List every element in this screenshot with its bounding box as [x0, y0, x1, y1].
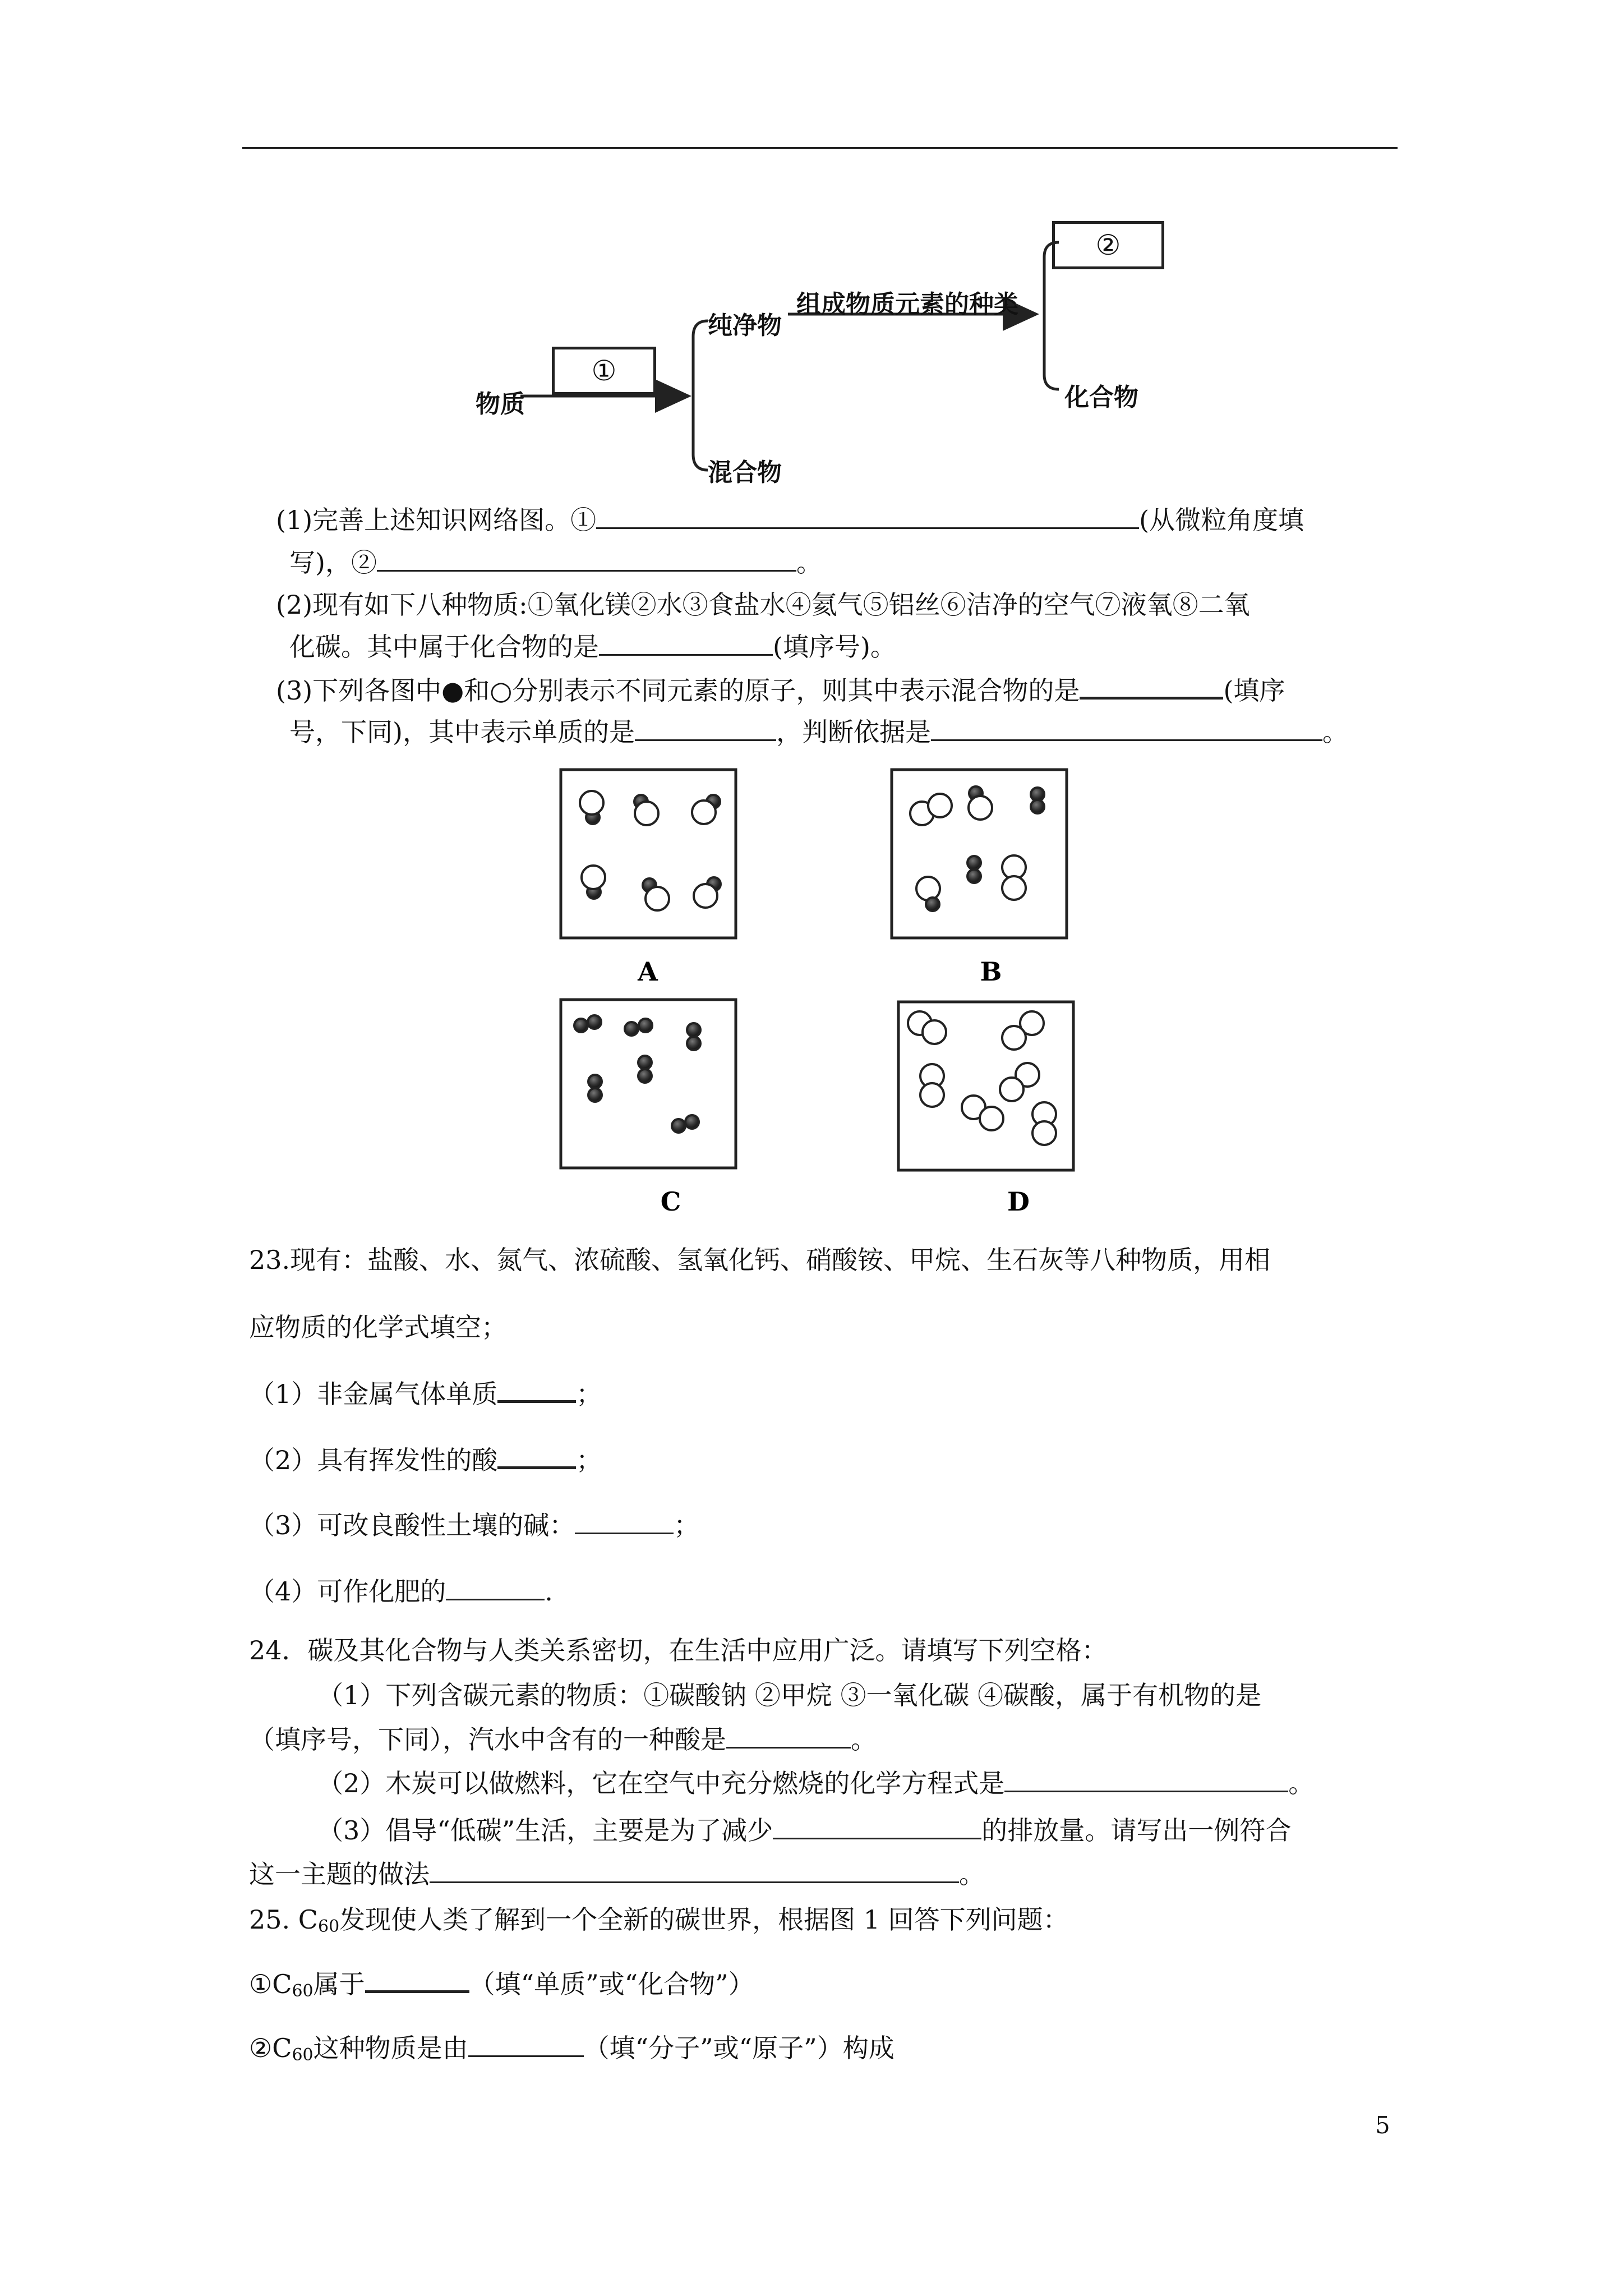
diagram-arrow-label: 组成物质元素的种类 [796, 290, 1018, 319]
q22-part3-line1: (3)下列各图中●和○分别表示不同元素的原子，则其中表示混合物的是 (填序 [276, 672, 1285, 707]
q23-intro-line2: 应物质的化学式填空； [249, 1312, 507, 1342]
q22-part1-line1: (1)完善上述知识网络图。① (从微粒角度填 [276, 503, 1304, 537]
q22-blank-4[interactable] [1080, 672, 1223, 700]
panel-a-particles [580, 791, 721, 910]
q23-item-3: （3）可改良酸性土壤的碱： ； [249, 1508, 699, 1542]
q22-part2-line1: (2)现有如下八种物质:①氧化镁②水③食盐水④氦气⑤铝丝⑥洁净的空气⑦液氧⑧二氧 [276, 590, 1250, 620]
q24-part2: （2）木炭可以做燃料，它在空气中充分燃烧的化学方程式是 。 [317, 1766, 1314, 1800]
q24-part1-line1: （1）下列含碳元素的物质：①碳酸钠 ②甲烷 ③一氧化碳 ④碳酸，属于有机物的是 [317, 1680, 1262, 1710]
q22-blank-1[interactable] [596, 503, 1139, 529]
q22-blank-5[interactable] [635, 715, 776, 741]
bracket-left [693, 321, 708, 470]
panel-c [561, 1000, 736, 1168]
diagram-mixture-label: 混合物 [708, 458, 782, 487]
diagram-lines [0, 0, 1623, 505]
q23-item-4: （4）可作化肥的 . [249, 1574, 553, 1608]
q24-blank-1[interactable] [726, 1722, 851, 1749]
q22-part1-line2: 写)，② 。 [289, 545, 822, 579]
q22-part3-line2: 号，下同)，其中表示单质的是 ，判断依据是 。 [289, 715, 1348, 749]
q24-part3-line2: 这一主题的做法 。 [249, 1857, 985, 1891]
panel-d-particles [908, 1011, 1056, 1145]
panel-c-label: C [660, 1186, 681, 1217]
q23-blank-4[interactable] [446, 1574, 545, 1600]
q23-intro-line1: 23.现有：盐酸、水、氮气、浓硫酸、氢氧化钙、硝酸铵、甲烷、生石灰等八种物质，用相 [249, 1245, 1271, 1275]
q22-part2-line2: 化碳。其中属于化合物的是 (填序号)。 [289, 629, 896, 664]
diagram-box-2: ② [1052, 221, 1164, 269]
q25-intro: 25. $C_{60}$发现使人类了解到一个全新的碳世界，根据图 1 回答下列问题： [249, 1904, 1069, 1936]
q24-blank-3[interactable] [773, 1813, 981, 1839]
panel-d [898, 1002, 1073, 1170]
q24-intro: 24．碳及其化合物与人类关系密切，在生活中应用广泛。请填写下列空格： [249, 1635, 1108, 1665]
panel-a-label: A [638, 956, 658, 987]
panel-b-particles [910, 786, 1044, 911]
page-number: 5 [1375, 2111, 1390, 2139]
diagram-pure-label: 纯净物 [708, 311, 782, 340]
panel-c-particles [574, 1015, 700, 1133]
q23-blank-3[interactable] [575, 1508, 674, 1534]
particle-panels [0, 752, 1623, 1245]
q23-item-2: （2）具有挥发性的酸 ； [249, 1442, 602, 1477]
q23-blank-1[interactable] [497, 1375, 576, 1403]
q24-blank-4[interactable] [430, 1857, 959, 1883]
panel-d-label: D [1007, 1186, 1030, 1217]
diagram-root-label: 物质 [476, 390, 525, 418]
q24-part1-line2: （填序号，下同），汽水中含有的一种酸是 。 [249, 1722, 877, 1756]
q23-blank-2[interactable] [497, 1442, 576, 1469]
q22-blank-3[interactable] [599, 629, 773, 656]
q23-item-1: （1）非金属气体单质 ； [249, 1375, 602, 1411]
panel-a [561, 770, 736, 938]
diagram-box-1: ① [552, 347, 656, 395]
panel-b [892, 770, 1067, 938]
panel-b-label: B [980, 956, 1002, 987]
q24-part3-line1: （3）倡导“低碳”生活，主要是为了减少 的排放量。请写出一例符合 [317, 1813, 1291, 1847]
q24-blank-2[interactable] [1004, 1766, 1288, 1792]
diagram-compound-label: 化合物 [1064, 383, 1138, 412]
q25-blank-1[interactable] [365, 1966, 469, 1993]
q25-item-1: $①C_{60}$属于 （填“单质”或“化合物”） [249, 1966, 754, 2008]
q25-item-2: $②C_{60}$这种物质是由 （填“分子”或“原子”）构成 [249, 2031, 895, 2072]
q25-blank-2[interactable] [468, 2031, 584, 2057]
q22-blank-2[interactable] [377, 545, 796, 572]
q22-blank-6[interactable] [931, 715, 1322, 741]
